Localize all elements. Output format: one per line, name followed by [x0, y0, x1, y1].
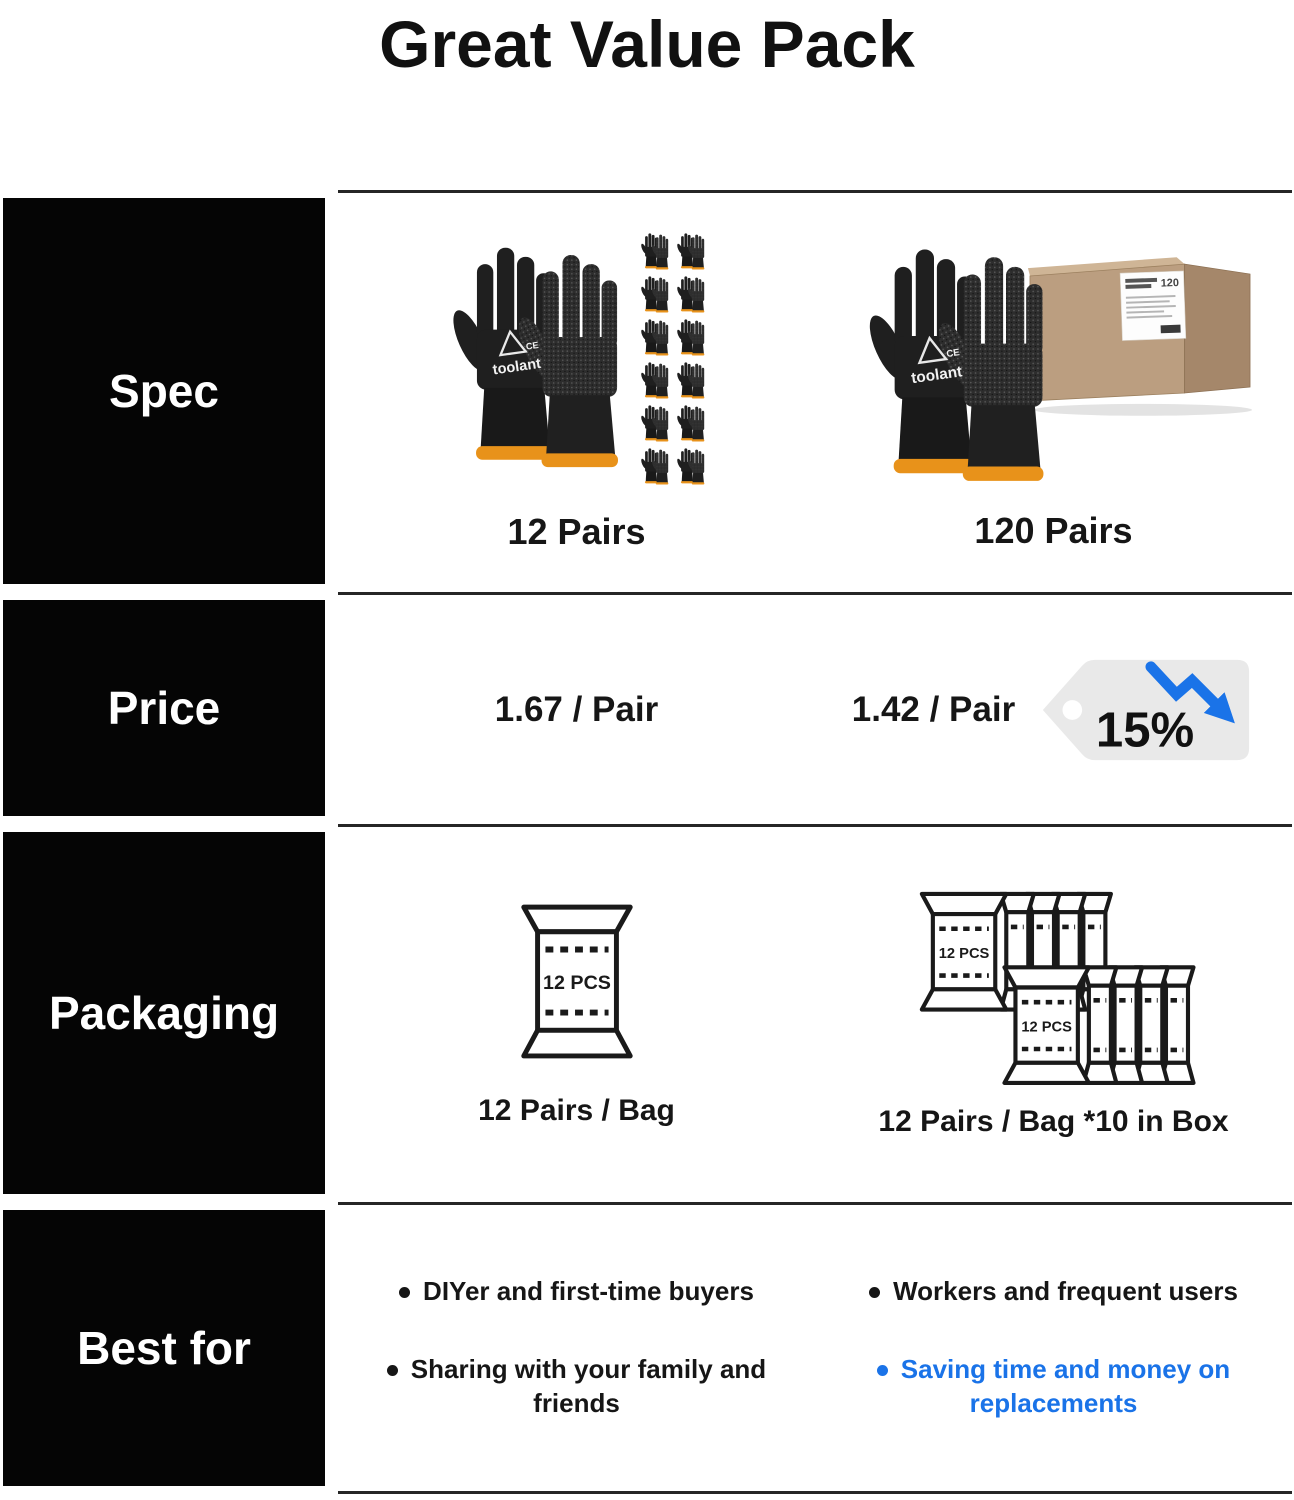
mini-glove-grid-icon	[640, 231, 708, 487]
row-price-labelcell	[3, 592, 325, 824]
spec-option1-caption: 12 Pairs	[507, 510, 646, 552]
mini-glove-pair-icon	[676, 448, 704, 484]
bullet-item	[359, 1353, 795, 1421]
price-option1	[338, 595, 815, 824]
bullet-list	[359, 1275, 795, 1420]
price-option1-value: 1.67 / Pair	[494, 689, 659, 729]
bag-count-text: 12 PCS	[542, 971, 611, 994]
bestfor-label-box	[3, 1210, 325, 1486]
spec-label: Spec	[109, 365, 219, 417]
page-title: Great Value Pack	[379, 7, 915, 81]
bestfor-option1	[338, 1205, 815, 1491]
mini-glove-pair-icon	[676, 276, 704, 312]
spec-label-box	[3, 198, 325, 584]
spec-option1-visual	[446, 233, 708, 487]
mini-glove-pair-icon	[676, 362, 704, 398]
row-packaging-content	[338, 824, 1292, 1202]
mini-glove-pair-icon	[676, 233, 704, 269]
row-bestfor-labelcell	[3, 1202, 325, 1494]
box-count: 120	[1160, 276, 1179, 290]
mini-glove-pair-icon	[640, 233, 668, 269]
bag-stack-group-front	[1004, 967, 1193, 1083]
bullet-dot-icon	[877, 1365, 888, 1376]
spec-option2	[815, 193, 1292, 592]
bullet-dot-icon	[869, 1287, 880, 1298]
row-price-content	[338, 592, 1292, 824]
spec-option1	[338, 193, 815, 592]
bullet-dot-icon	[387, 1365, 398, 1376]
packaging-option2	[815, 827, 1292, 1202]
packaging-option2-caption: 12 Pairs / Bag *10 in Box	[878, 1105, 1229, 1138]
glove-cert-mark: CE	[524, 339, 539, 352]
bullet-text-highlight: Saving time and money on replacements	[900, 1354, 1231, 1418]
bestfor-option2	[815, 1205, 1292, 1491]
row-packaging-labelcell	[3, 824, 325, 1202]
bullet-text: Workers and frequent users	[893, 1276, 1238, 1307]
discount-tag-icon	[1035, 652, 1255, 768]
spec-option2-visual	[854, 234, 1254, 486]
packaging-label-box	[3, 832, 325, 1194]
price-option2	[815, 595, 1292, 824]
glove-brand-text: toolant	[491, 355, 542, 378]
box-side-face	[1184, 264, 1249, 393]
carton-box-icon	[1026, 254, 1254, 418]
bullet-item	[836, 1353, 1272, 1421]
bullet-dot-icon	[399, 1287, 410, 1298]
mini-glove-pair-icon	[676, 405, 704, 441]
bag-stack-icon	[909, 890, 1199, 1085]
bag-icon	[508, 902, 646, 1066]
glove-brand-text: toolant	[909, 362, 963, 387]
bestfor-label: Best for	[77, 1322, 251, 1374]
row-spec-content	[338, 190, 1292, 592]
bullet-text: DIYer and first-time buyers	[423, 1276, 754, 1307]
mini-glove-pair-icon	[640, 276, 668, 312]
packaging-label: Packaging	[48, 987, 280, 1039]
tag-hole	[1063, 700, 1083, 720]
packaging-option1-caption: 12 Pairs / Bag	[478, 1093, 675, 1127]
bullet-text: Sharing with your family and friends	[410, 1354, 767, 1418]
mini-glove-pair-icon	[640, 448, 668, 484]
packaging-option1	[338, 827, 815, 1202]
mini-glove-pair-icon	[676, 319, 704, 355]
price-option2-value: 1.42 / Pair	[851, 689, 1016, 729]
bullet-item	[399, 1275, 754, 1309]
mini-glove-pair-icon	[640, 319, 668, 355]
mini-glove-pair-icon	[640, 405, 668, 441]
comparison-table	[0, 190, 1294, 1494]
glove-cert-mark: CE	[945, 346, 960, 360]
glove-pair-icon	[446, 233, 628, 470]
glove-pair-icon	[862, 234, 1054, 484]
price-label: Price	[107, 682, 221, 734]
row-bestfor-content	[338, 1202, 1292, 1494]
spec-option2-caption: 120 Pairs	[974, 509, 1133, 551]
price-label-box	[3, 600, 325, 816]
box-label	[1120, 270, 1186, 340]
row-spec-labelcell	[3, 190, 325, 592]
bullet-item	[869, 1275, 1238, 1309]
bullet-list	[836, 1275, 1272, 1420]
discount-percent: 15%	[1096, 702, 1195, 757]
box-shadow	[1033, 403, 1251, 415]
mini-glove-pair-icon	[640, 362, 668, 398]
